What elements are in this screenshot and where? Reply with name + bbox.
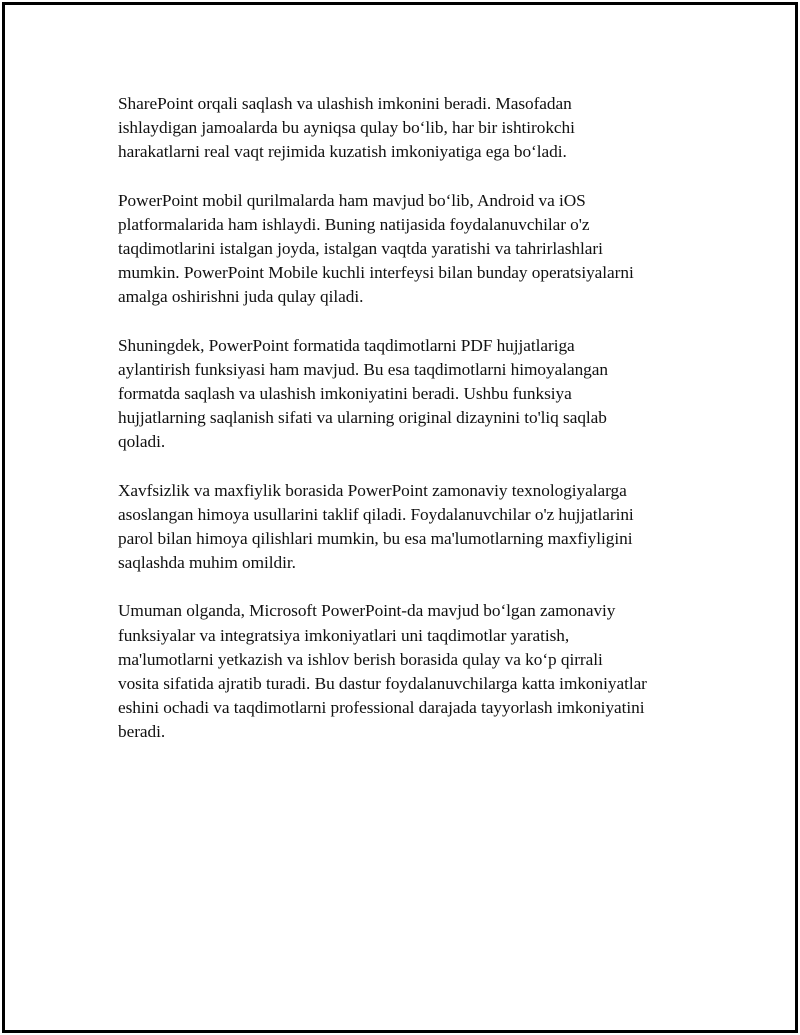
text-line: formatda saqlash va ulashish imkoniyatini beradi. Ushbu funksiya bbox=[118, 384, 572, 404]
text-line: ma'lumotlarni yetkazish va ishlov berish borasida qulay va ko‘p qirrali bbox=[118, 649, 603, 669]
text-line: qoladi. bbox=[118, 432, 166, 452]
text-line: hujjatlarning saqlanish sifati va ularning original dizaynini to'liq saqlab bbox=[118, 408, 607, 428]
text-line: vosita sifatida ajratib turadi. Bu dastur foydalanuvchilarga katta imkoniyatlar bbox=[118, 674, 647, 694]
paragraph-security bbox=[118, 479, 698, 576]
text-line: SharePoint orqali saqlash va ulashish imkonini beradi. Masofadan bbox=[118, 94, 572, 113]
paragraph-conclusion bbox=[118, 599, 698, 744]
paragraph-mobile bbox=[118, 189, 698, 310]
text-line: harakatlarni real vaqt rejimida kuzatish imkoniyatiga ega bo‘ladi. bbox=[118, 142, 567, 162]
paragraph-pdf bbox=[118, 334, 698, 455]
text-line: eshini ochadi va taqdimotlarni professional darajada tayyorlash imkoniyatini bbox=[118, 698, 645, 718]
text-line: saqlashda muhim omildir. bbox=[118, 553, 296, 573]
text-line: funksiyalar va integratsiya imkoniyatlari uni taqdimotlar yaratish, bbox=[118, 625, 570, 645]
paragraph-sharepoint bbox=[118, 92, 698, 165]
text-line: mumkin. PowerPoint Mobile kuchli interfeysi bilan bunday operatsiyalarni bbox=[118, 263, 634, 283]
text-line: taqdimotlarini istalgan joyda, istalgan vaqtda yaratishi va tahrirlashlari bbox=[118, 239, 603, 259]
text-line: amalga oshirishni juda qulay qiladi. bbox=[118, 287, 364, 307]
text-line: aylantirish funksiyasi ham mavjud. Bu esa taqdimotlarni himoyalangan bbox=[118, 359, 608, 379]
text-line: ishlaydigan jamoalarda bu ayniqsa qulay bo‘lib, har bir ishtirokchi bbox=[118, 118, 575, 138]
text-line: parol bilan himoya qilishlari mumkin, bu esa ma'lumotlarning maxfiyligini bbox=[118, 529, 633, 549]
document-body bbox=[118, 92, 698, 769]
text-line: Umuman olganda, Microsoft PowerPoint-da mavjud bo‘lgan zamonaviy bbox=[118, 601, 616, 621]
text-line: platformalarida ham ishlaydi. Buning natijasida foydalanuvchilar o'z bbox=[118, 214, 590, 234]
text-line: Shuningdek, PowerPoint formatida taqdimotlarni PDF hujjatlariga bbox=[118, 335, 575, 355]
text-line: Xavfsizlik va maxfiylik borasida PowerPoint zamonaviy texnologiyalarga bbox=[118, 480, 627, 500]
text-line: PowerPoint mobil qurilmalarda ham mavjud bo‘lib, Android va iOS bbox=[118, 190, 586, 210]
text-line: beradi. bbox=[118, 722, 166, 742]
text-line: asoslangan himoya usullarini taklif qiladi. Foydalanuvchilar o'z hujjatlarini bbox=[118, 504, 634, 524]
